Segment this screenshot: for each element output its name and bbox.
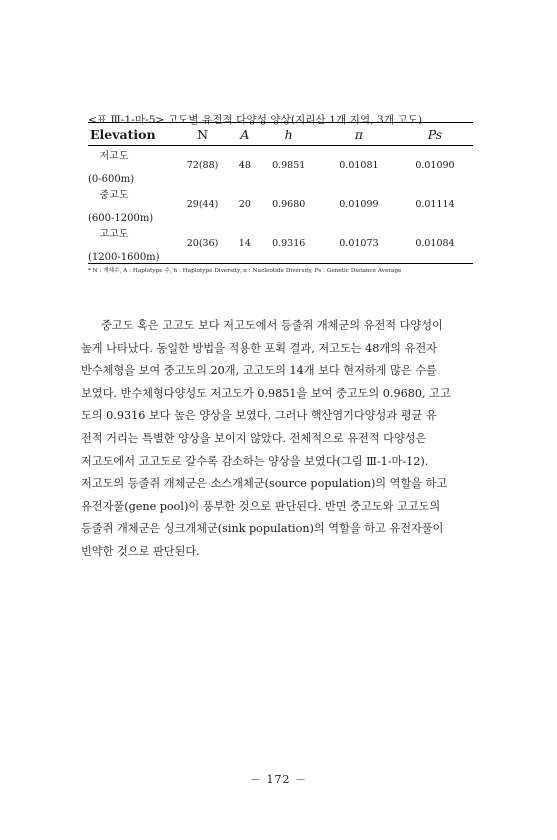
cell-h: 0.9316: [257, 224, 321, 264]
elevation-range: (600-1200m): [88, 213, 154, 224]
header-h: h: [257, 123, 321, 146]
paragraph-line: 높게 나타났다. 동일한 방법을 적용한 포획 결과, 저고도는 48개의 유전자: [81, 341, 437, 355]
table-footnote: * N : 개체수, A : Haplotype 수, h : Haplotype Diversity, π : Nucleotide Diversity, Ps : Genetic Distance Average: [88, 268, 402, 274]
paragraph-line: 보였다. 반수체형다양성도 저고도가 0.9851을 보여 중고도의 0.9680, 고고: [81, 386, 451, 400]
elevation-range: (1200-1600m): [88, 252, 160, 263]
table-header-row: [88, 123, 473, 146]
cell-a: 14: [233, 224, 256, 264]
elevation-name: 중고도: [99, 190, 129, 201]
cell-ps: 0.01114: [415, 199, 455, 210]
elevation-cell: [88, 146, 172, 186]
paragraph-line: 등줄쥐 개체군은 싱크개체군(sink population)의 역할을 하고 유전자풀이: [81, 522, 444, 536]
table-row: [88, 185, 473, 224]
paragraph-line: 반수체형을 보여 중고도의 20개, 고고도의 14개 보다 현저하게 많은 수를: [81, 364, 437, 378]
table-row: [88, 224, 473, 264]
body-paragraph: [81, 315, 476, 564]
cell-pi: 0.01073: [321, 224, 397, 264]
elevation-cell: [88, 185, 172, 224]
paragraph-line: 저고도에서 고고도로 갈수록 감소하는 양상을 보였다(그림 Ⅲ-1-마-12).: [81, 454, 429, 468]
header-ps: Ps: [397, 123, 473, 146]
page-number: － 172 －: [250, 773, 307, 786]
elevation-name: 고고도: [99, 229, 129, 240]
paragraph-line: 저고도의 등줄쥐 개체군은 소스개체군(source population)의 역할을 하고: [81, 477, 448, 491]
paragraph-line: 유전자풀(gene pool)이 풍부한 것으로 판단된다. 반면 중고도와 고고도의: [81, 499, 441, 513]
elevation-name: 저고도: [99, 151, 129, 162]
paragraph-line: 전적 거리는 특별한 양상을 보이지 않았다. 전체적으로 유전적 다양성은: [81, 431, 427, 445]
header-pi: π: [321, 123, 397, 146]
paragraph-line: 도의 0.9316 보다 높은 양상을 보였다. 그러나 핵산염기다양성과 평균 유: [81, 409, 437, 423]
cell-n: 29(44): [186, 199, 219, 210]
table-row: [88, 146, 473, 186]
cell-h: 0.9680: [272, 199, 306, 210]
cell-ps: 0.01090: [415, 160, 455, 171]
diversity-table: [88, 122, 473, 264]
paragraph-line: 빈약한 것으로 판단된다.: [81, 544, 200, 558]
table-caption: <표 Ⅲ-1-마-5> 고도별 유전적 다양성 양상(지리산 1개 지역, 3개 고도): [88, 114, 423, 126]
elevation-cell: [88, 224, 172, 264]
cell-a: 48: [238, 160, 251, 171]
cell-h: 0.9851: [272, 160, 306, 171]
cell-n: 20(36): [172, 224, 233, 264]
header-elevation: Elevation: [88, 123, 172, 146]
cell-pi: 0.01081: [339, 160, 379, 171]
header-a: A: [233, 123, 256, 146]
cell-pi: 0.01099: [339, 199, 379, 210]
cell-a: 20: [238, 199, 251, 210]
paragraph-line: 중고도 혹은 고고도 보다 저고도에서 등줄쥐 개체군의 유전적 다양성이: [101, 319, 443, 332]
cell-n: 72(88): [186, 160, 219, 171]
cell-ps: 0.01084: [397, 224, 473, 264]
elevation-range: (0-600m): [88, 174, 135, 185]
header-n: N: [172, 123, 233, 146]
